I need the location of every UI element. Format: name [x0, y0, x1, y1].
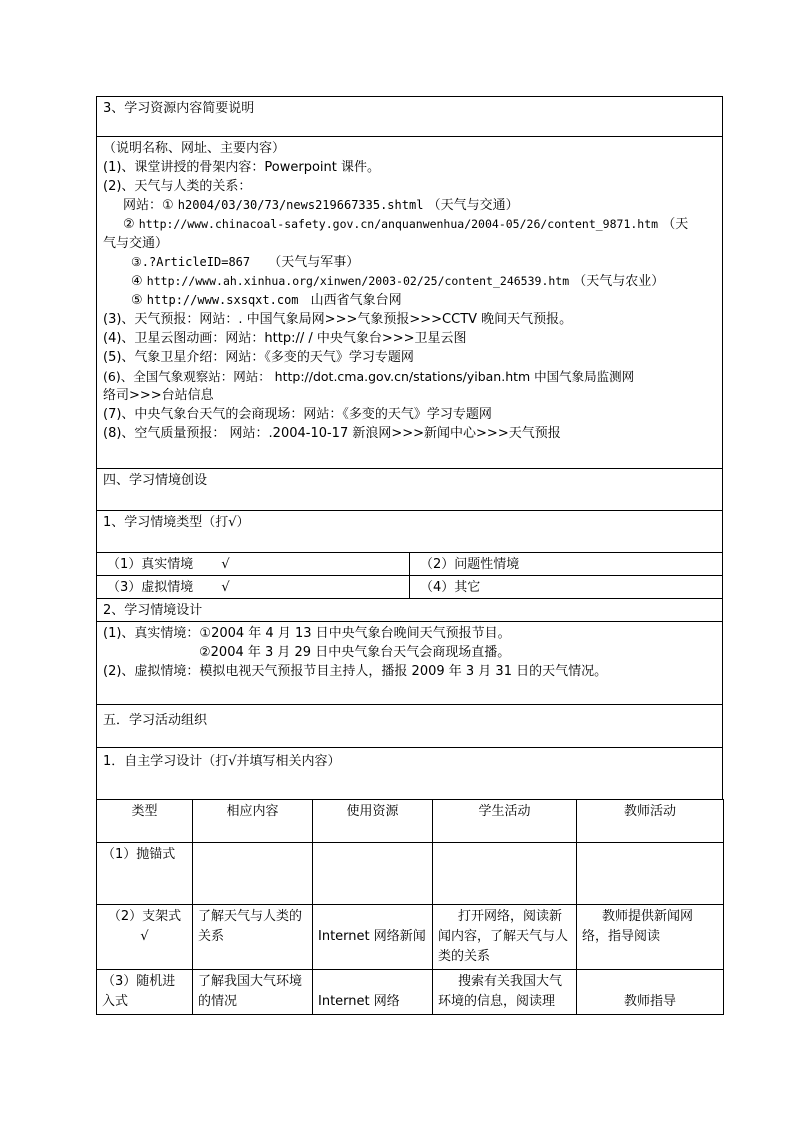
design-real: (1)、真实情境：①2004 年 4 月 13 日中央气象台晚间天气预报节目。: [103, 626, 511, 641]
self-study-cell: [96, 748, 723, 800]
option-real-label: （1）真实情境: [107, 557, 194, 572]
col-content: 相应内容: [193, 800, 313, 843]
activities-table: [96, 799, 724, 1015]
item2c-link[interactable]: ③.?ArticleID=867: [131, 255, 251, 269]
row2-content: 了解天气与人类的关系: [193, 905, 313, 970]
resource-item-4: (4)、卫星云图动画：网站：http:// / 中央气象台>>>卫星云图: [103, 331, 467, 346]
item2b-prefix: ②: [123, 217, 135, 232]
resource-item-6-line2: 络司>>>台站信息: [103, 388, 214, 403]
section4-heading-cell: [96, 469, 723, 511]
section5-heading-cell: [96, 705, 723, 748]
resource-item-6-line1: (6)、全国气象观察站：网站： http://dot.cma.gov.cn/stations/yiban.htm 中国气象局监测网: [103, 369, 635, 384]
col-resource: 使用资源: [313, 800, 433, 843]
item2b-note-1: （天: [662, 217, 689, 232]
resource-item-2: (2)、天气与人类的关系：: [103, 179, 252, 194]
situation-design-body: [96, 622, 723, 705]
item2b-url[interactable]: http://www.chinacoal-safety.gov.cn/anquanwenhua/2004-05/26/content_9871.htm: [138, 217, 659, 231]
col-type: 类型: [97, 800, 193, 843]
option-other: [409, 576, 722, 598]
option-virtual-check: √: [221, 580, 230, 595]
resource-item-2c: [103, 253, 716, 272]
row3-teacher: 教师指导: [577, 970, 724, 1015]
col-teacher: 教师活动: [577, 800, 724, 843]
row1-type: [97, 843, 193, 905]
table-row: [97, 970, 724, 1015]
item2a-url[interactable]: h2004/03/30/73/news219667335.shtml: [177, 198, 424, 212]
section5-heading: 五．学习活动组织: [103, 713, 208, 728]
row1-content: [193, 843, 313, 905]
row1-teacher: [577, 843, 724, 905]
item2e-url[interactable]: http://www.sxsqxt.com: [146, 293, 299, 307]
situation-design-heading-cell: [96, 599, 723, 622]
table-row: [97, 843, 724, 905]
resource-item-3: (3)、天气预报：网站：. 中国气象局网>>>气象预报>>>CCTV 晚间天气预报。: [103, 312, 573, 327]
item2a-note: （天气与交通）: [427, 198, 519, 213]
resource-item-2b: [103, 215, 716, 234]
self-study-heading: 1．自主学习设计（打√并填写相关内容）: [103, 754, 341, 769]
item2c-note: （天气与军事）: [268, 255, 360, 270]
col-student: 学生活动: [433, 800, 577, 843]
row1-type-label: （1）抛锚式: [102, 847, 176, 862]
resource-item-7: (7)、中央气象台天气的会商现场：网站：《多变的天气》学习专题网: [103, 407, 492, 422]
row2-type-check: √: [140, 929, 149, 944]
resource-item-2e: [103, 291, 716, 310]
option-virtual: [97, 576, 409, 598]
table-row: [97, 905, 724, 970]
row2-student: 打开网络，阅读新闻内容，了解天气与人类的关系: [433, 905, 577, 970]
section4-heading: 四、学习情境创设: [103, 473, 208, 488]
situation-type-heading: 1、学习情境类型（打√）: [103, 515, 250, 530]
section3-intro: （说明名称、网址、主要内容）: [103, 141, 286, 156]
section3-heading: 3、学习资源内容简要说明: [103, 101, 255, 116]
item2e-prefix: ⑤: [131, 293, 143, 308]
option-problem: [409, 553, 722, 575]
row1-student: [433, 843, 577, 905]
option-real-check: √: [221, 557, 230, 572]
design-real-2: ②2004 年 3 月 29 日中央气象台天气会商现场直播。: [199, 645, 511, 660]
option-other-label: （4）其它: [420, 580, 481, 595]
row2-teacher: 教师提供新闻网络，指导阅读: [577, 905, 724, 970]
row2-type-label: （2）支架式: [107, 909, 182, 924]
design-virtual: (2)、虚拟情境：模拟电视天气预报节目主持人，播报 2009 年 3 月 31 日的天气情况。: [103, 664, 608, 679]
row3-content: 了解我国大气环境的情况: [193, 970, 313, 1015]
item2a-prefix: 网站：①: [123, 198, 174, 213]
resource-item-2d: [103, 272, 716, 291]
situation-options-row-2: [96, 576, 723, 599]
row3-type: （3）随机进入式: [97, 970, 193, 1015]
situation-type-cell: [96, 511, 723, 553]
row2-resource: Internet 网络新闻: [313, 905, 433, 970]
item2d-note: （天气与农业）: [573, 274, 665, 289]
option-problem-label: （2）问题性情境: [420, 557, 520, 572]
resource-item-2a: [103, 196, 716, 215]
row3-resource: Internet 网络: [313, 970, 433, 1015]
option-virtual-label: （3）虚拟情境: [107, 580, 194, 595]
item2e-note: 山西省气象台网: [310, 293, 402, 308]
situation-design-heading: 2、学习情境设计: [103, 603, 203, 618]
option-real: [97, 553, 409, 575]
situation-options-row-1: [96, 553, 723, 576]
item2d-url[interactable]: http://www.ah.xinhua.org/xinwen/2003-02/25/content_246539.htm: [146, 274, 570, 288]
row2-type: [97, 905, 193, 970]
resource-item-5: (5)、气象卫星介绍：网站：《多变的天气》学习专题网: [103, 350, 414, 365]
item2b-note-2: 气与交通）: [103, 236, 169, 251]
table-header-row: [97, 800, 724, 843]
resource-item-8: (8)、空气质量预报： 网站：.2004-10-17 新浪网>>>新闻中心>>>天气预报: [103, 426, 561, 441]
row3-student: 搜索有关我国大气环境的信息，阅读理: [433, 970, 577, 1015]
section3-body-cell: [96, 137, 723, 469]
resource-item-1: (1)、课堂讲授的骨架内容：Powerpoint 课件。: [103, 160, 381, 175]
section3-heading-cell: [96, 96, 723, 137]
item2d-prefix: ④: [131, 274, 143, 289]
document-page: [96, 96, 723, 1015]
row1-resource: [313, 843, 433, 905]
